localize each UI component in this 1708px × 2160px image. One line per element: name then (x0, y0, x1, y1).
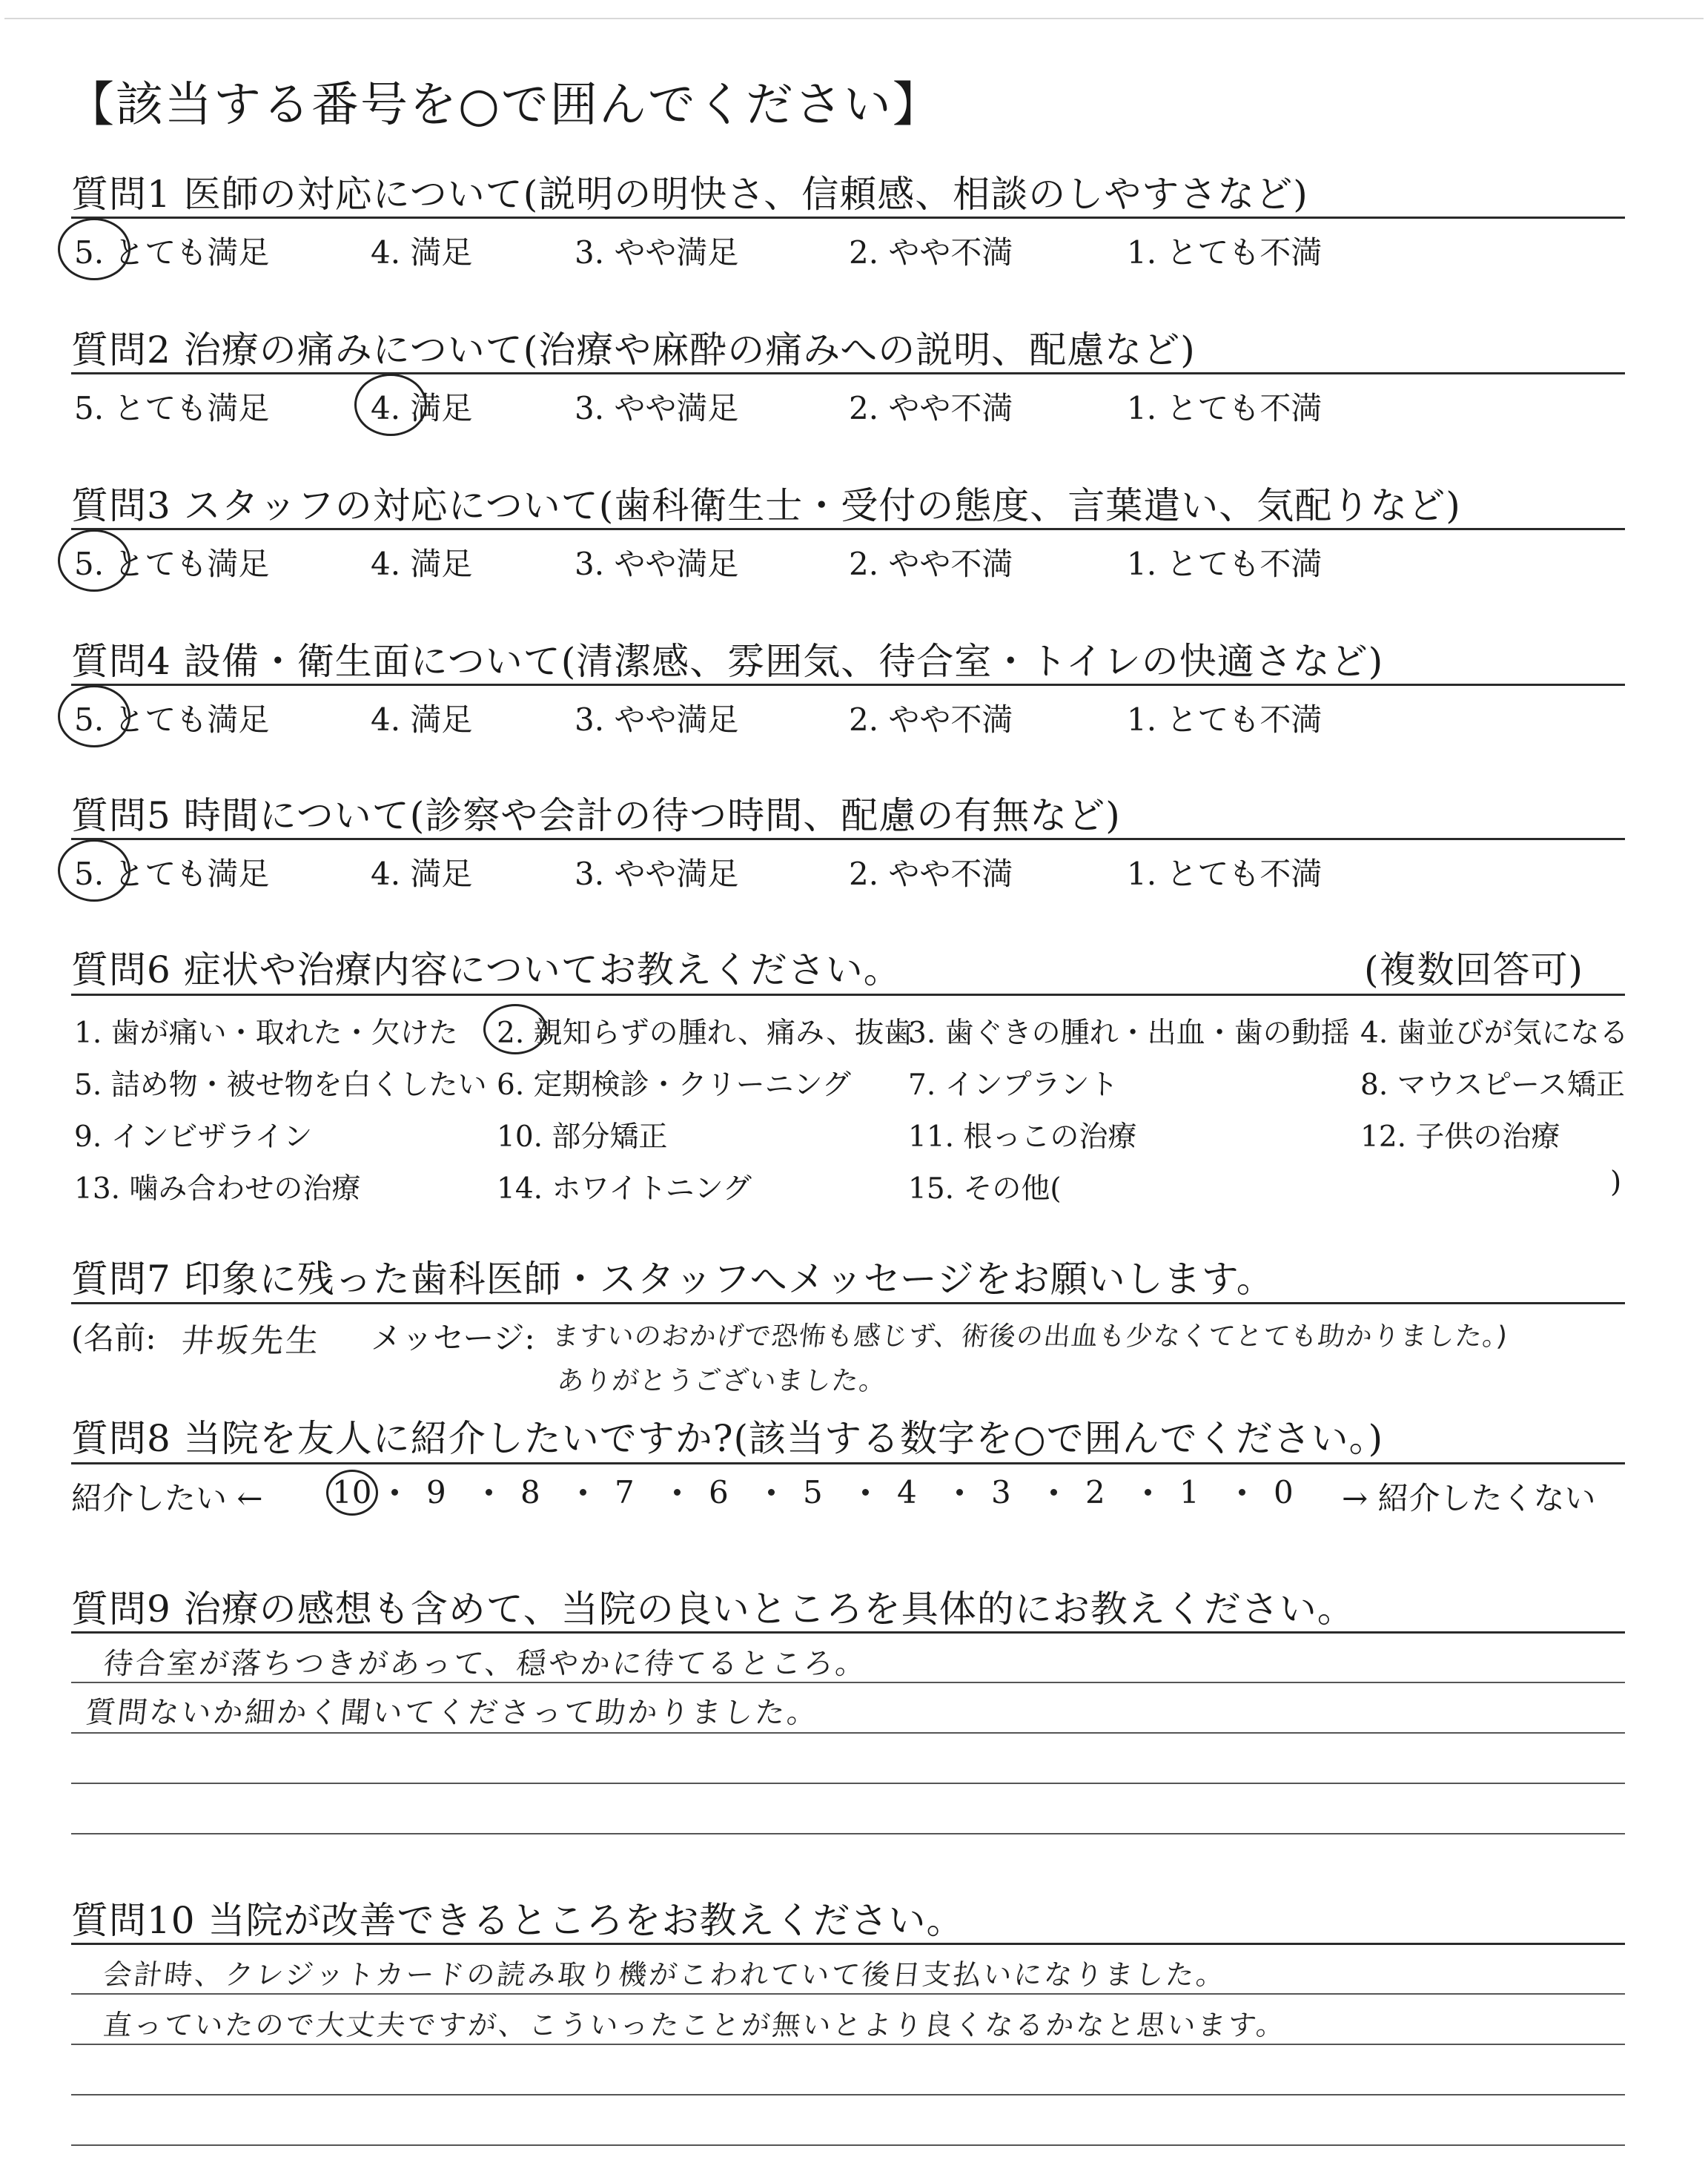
q4-option-4[interactable]: 4. 満足 (371, 701, 473, 738)
q4-option-5[interactable]: 5. とても満足 (74, 701, 270, 738)
q9-rule (71, 1631, 1625, 1634)
q6-option-6[interactable]: 6. 定期検診・クリーニング (497, 1069, 851, 1102)
q7-name-label: (名前: (71, 1320, 156, 1356)
q6-option-10[interactable]: 10. 部分矯正 (497, 1120, 668, 1154)
q6-option-14[interactable]: 14. ホワイトニング (497, 1172, 752, 1206)
q3-option-4[interactable]: 4. 満足 (371, 546, 473, 582)
q4-option-2[interactable]: 2. やや不満 (849, 701, 1013, 738)
q10-answer-line (71, 2094, 1625, 2095)
q8-scale-separator-dot (768, 1489, 775, 1496)
q8-scale-4[interactable]: 4 (897, 1474, 917, 1510)
q1-rule (71, 217, 1625, 219)
q6-other-close-paren: ) (1610, 1166, 1622, 1199)
q2-title: 質問2 治療の痛みについて(治療や麻酔の痛みへの説明、配慮など) (71, 328, 1196, 371)
page-heading: 【該当する番号を○で囲んでください】 (67, 78, 941, 133)
q6-note: (複数回答可) (1364, 948, 1584, 991)
q5-title: 質問5 時間について(診察や会計の待つ時間、配慮の有無など) (71, 794, 1121, 837)
q8-scale-3[interactable]: 3 (991, 1474, 1011, 1510)
q10-title: 質問10 当院が改善できるところをお教えください。 (71, 1899, 964, 1942)
q8-answer-circle (326, 1470, 378, 1516)
q6-rule (71, 994, 1625, 996)
q9-answer-line (71, 1783, 1625, 1784)
q5-option-2[interactable]: 2. やや不満 (849, 856, 1013, 892)
q8-scale-9[interactable]: 9 (426, 1474, 446, 1510)
q8-scale-0[interactable]: 0 (1274, 1474, 1294, 1510)
q6-option-12[interactable]: 12. 子供の治療 (1360, 1120, 1560, 1154)
q7-message-label: メッセージ: (371, 1320, 535, 1356)
q8-scale-5[interactable]: 5 (803, 1474, 823, 1510)
q3-title: 質問3 スタッフの対応について(歯科衛生士・受付の態度、言葉遣い、気配りなど) (71, 484, 1461, 527)
q8-scale-separator-dot (1050, 1489, 1057, 1496)
q3-option-2[interactable]: 2. やや不満 (849, 546, 1013, 582)
q8-scale-separator-dot (391, 1489, 398, 1496)
q10-answer-text: 直っていたので大丈夫ですが、こういったことが無いとより良くなるかなと思います。 (102, 2009, 1288, 2041)
q10-answer-line (71, 2044, 1625, 2045)
q6-option-9[interactable]: 9. インビザライン (74, 1120, 313, 1154)
q6-title: 質問6 症状や治療内容についてお教えください。 (71, 948, 901, 991)
q8-scale-1[interactable]: 1 (1179, 1474, 1199, 1510)
q3-answer-circle (58, 529, 130, 592)
q4-option-1[interactable]: 1. とても不満 (1127, 701, 1323, 738)
q10-answer-line (71, 2144, 1625, 2146)
scan-top-edge (4, 18, 1704, 19)
q4-option-3[interactable]: 3. やや満足 (575, 701, 739, 738)
q3-option-3[interactable]: 3. やや満足 (575, 546, 739, 582)
q8-rule (71, 1462, 1625, 1464)
q4-title: 質問4 設備・衛生面について(清潔感、雰囲気、待合室・トイレの快適さなど) (71, 640, 1384, 683)
q3-rule (71, 528, 1625, 530)
q2-answer-circle (354, 374, 427, 436)
q8-left-label: 紹介したい ← (71, 1480, 263, 1516)
q8-right-label: → 紹介したくない (1342, 1480, 1596, 1516)
q7-message-line1: ますいのおかげで恐怖も感じず、術後の出血も少なくてとても助かりました。) (550, 1321, 1510, 1352)
q6-answer-circle (483, 1004, 547, 1054)
q5-rule (71, 838, 1625, 840)
q6-option-2[interactable]: 2. 親知らずの腫れ、痛み、抜歯 (497, 1017, 913, 1050)
q8-scale-10[interactable]: 10 (332, 1474, 372, 1510)
q6-option-7[interactable]: 7. インプラント (908, 1069, 1119, 1102)
q6-option-4[interactable]: 4. 歯並びが気になる (1360, 1017, 1629, 1050)
q8-scale-separator-dot (674, 1489, 681, 1496)
q1-option-3[interactable]: 3. やや満足 (575, 234, 739, 271)
q8-scale-separator-dot (580, 1489, 586, 1496)
q3-option-1[interactable]: 1. とても不満 (1127, 546, 1323, 582)
q2-rule (71, 372, 1625, 374)
q10-rule (71, 1943, 1625, 1945)
q5-option-1[interactable]: 1. とても不満 (1127, 856, 1323, 892)
q3-option-5[interactable]: 5. とても満足 (74, 546, 270, 582)
q8-scale-separator-dot (486, 1489, 492, 1496)
q9-answer-line (71, 1732, 1625, 1734)
q8-scale-separator-dot (956, 1489, 963, 1496)
q9-answer-text: 質問ないか細かく聞いてくださって助かりました。 (84, 1696, 821, 1730)
q4-answer-circle (58, 685, 130, 747)
q6-option-11[interactable]: 11. 根っこの治療 (908, 1120, 1137, 1154)
q8-title: 質問8 当院を友人に紹介したいですか?(該当する数字を○で囲んでください。) (71, 1417, 1384, 1460)
q2-option-3[interactable]: 3. やや満足 (575, 390, 739, 426)
q8-scale-7[interactable]: 7 (615, 1474, 635, 1510)
q1-answer-circle (58, 218, 130, 280)
q4-rule (71, 684, 1625, 686)
q9-answer-line (71, 1833, 1625, 1834)
q1-option-1[interactable]: 1. とても不満 (1127, 234, 1323, 271)
q10-answer-line (71, 1993, 1625, 1995)
q8-scale-2[interactable]: 2 (1085, 1474, 1105, 1510)
q6-option-1[interactable]: 1. 歯が痛い・取れた・欠けた (74, 1017, 458, 1050)
q2-option-4[interactable]: 4. 満足 (371, 390, 473, 426)
q7-message-line2: ありがとうございました。 (555, 1366, 888, 1396)
q9-title: 質問9 治療の感想も含めて、当院の良いところを具体的にお教えください。 (71, 1588, 1355, 1631)
q2-option-1[interactable]: 1. とても不満 (1127, 390, 1323, 426)
q5-option-5[interactable]: 5. とても満足 (74, 856, 270, 892)
q8-scale-separator-dot (862, 1489, 869, 1496)
q10-answer-text: 会計時、クレジットカードの読み取り機がこわれていて後日支払いになりました。 (102, 1958, 1228, 1991)
q6-option-3[interactable]: 3. 歯ぐきの腫れ・出血・歯の動揺 (908, 1017, 1350, 1050)
q5-option-4[interactable]: 4. 満足 (371, 856, 473, 892)
q6-option-13[interactable]: 13. 噛み合わせの治療 (74, 1172, 361, 1206)
q8-scale-separator-dot (1145, 1489, 1151, 1496)
q1-option-2[interactable]: 2. やや不満 (849, 234, 1013, 271)
q2-option-2[interactable]: 2. やや不満 (849, 390, 1013, 426)
q8-scale-6[interactable]: 6 (709, 1474, 729, 1510)
q8-scale-separator-dot (1239, 1489, 1245, 1496)
q1-option-5[interactable]: 5. とても満足 (74, 234, 270, 271)
q7-rule (71, 1302, 1625, 1304)
q7-name-value: 井坂先生 (179, 1322, 323, 1360)
q8-scale-8[interactable]: 8 (520, 1474, 540, 1510)
q5-option-3[interactable]: 3. やや満足 (575, 856, 739, 892)
q6-option-15[interactable]: 15. その他( (908, 1172, 1062, 1206)
q1-title: 質問1 医師の対応について(説明の明快さ、信頼感、相談のしやすさなど) (71, 173, 1308, 216)
q2-option-5[interactable]: 5. とても満足 (74, 390, 270, 426)
q5-answer-circle (58, 839, 130, 902)
q9-answer-text: 待合室が落ちつきがあって、穏やかに待てるところ。 (102, 1647, 870, 1681)
q7-title: 質問7 印象に残った歯科医師・スタッフへメッセージをお願いします。 (71, 1258, 1274, 1301)
q6-option-8[interactable]: 8. マウスピース矯正 (1360, 1069, 1625, 1102)
q1-option-4[interactable]: 4. 満足 (371, 234, 473, 271)
q6-option-5[interactable]: 5. 詰め物・被せ物を白くしたい (74, 1069, 487, 1102)
